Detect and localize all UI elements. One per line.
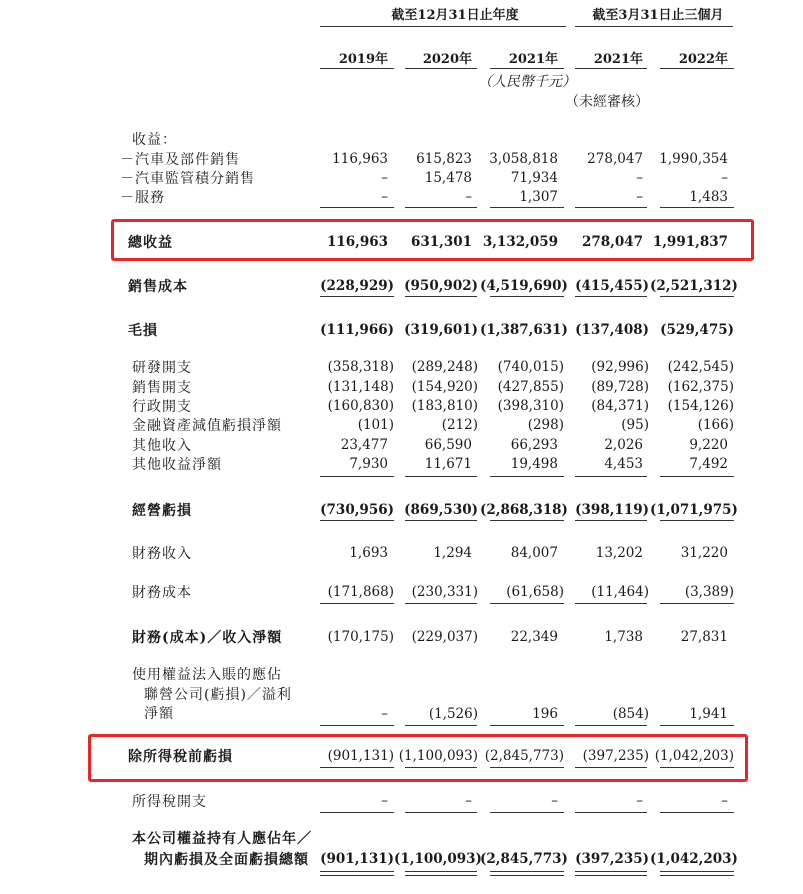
total-double-rule: [405, 875, 477, 876]
cell: 1,941: [689, 706, 728, 722]
subtotal-rule: [405, 296, 477, 297]
cell: (1,042,203): [650, 851, 738, 867]
subtotal-rule: [575, 725, 647, 726]
cell: (1,387,631): [480, 322, 568, 338]
subtotal-rule: [490, 476, 564, 477]
row-label-selling: 銷售開支: [132, 380, 192, 396]
cell: –: [636, 170, 643, 186]
cell: (869,530): [404, 502, 478, 518]
cell: (170,175): [327, 629, 394, 645]
cell: (2,845,773): [480, 851, 568, 867]
cell: (11,464): [591, 584, 649, 600]
row-label-vehicle-sales: －汽車及部件銷售: [120, 152, 240, 168]
cell: (319,601): [404, 322, 478, 338]
subtotal-rule: [405, 725, 477, 726]
row-label-rnd: 研發開支: [132, 360, 192, 376]
cell: (415,455): [575, 278, 649, 294]
cell: (61,658): [506, 584, 564, 600]
cell: 13,202: [595, 545, 643, 561]
cell: –: [721, 170, 728, 186]
cell: –: [636, 793, 643, 809]
row-label-total-loss-1: 本公司權益持有人應佔年／: [132, 831, 312, 847]
total-double-rule: [320, 875, 394, 876]
cell: (358,318): [327, 359, 394, 375]
row-label-finance-net: 財務(成本)／收入淨額: [132, 630, 283, 646]
cell: 66,293: [510, 437, 558, 453]
total-double-rule: [660, 875, 734, 876]
cell: (397,235): [575, 851, 649, 867]
audit-note: （未經審核）: [565, 94, 649, 110]
cell: 1,307: [519, 189, 558, 205]
cell: (1,526): [428, 706, 478, 722]
subtotal-rule: [660, 725, 734, 726]
total-double-rule: [490, 875, 564, 876]
currency-note: （人民幣千元）: [478, 74, 576, 90]
row-label-associate-3: 淨額: [144, 706, 174, 722]
cell: (171,868): [327, 584, 394, 600]
header-group-quarterly: 截至3月31日止三個月: [592, 8, 724, 23]
header-rule-annual: [320, 26, 566, 27]
cell: (230,331): [411, 584, 478, 600]
row-label-loss-before-tax: 除所得稅前虧損: [128, 749, 233, 765]
cell: 11,671: [424, 456, 472, 472]
cell: (101): [357, 417, 394, 433]
cell: 7,492: [689, 456, 728, 472]
cell: 1,991,837: [652, 234, 728, 250]
cell: (2,845,773): [484, 748, 564, 764]
cell: –: [381, 793, 388, 809]
header-rule-quarterly: [575, 26, 733, 27]
subtotal-rule: [320, 476, 394, 477]
total-double-rule: [405, 871, 477, 872]
row-label-total-revenue: 總收益: [128, 235, 173, 251]
cell: (111,966): [320, 322, 394, 338]
cell: (154,126): [667, 398, 734, 414]
year-2021-q1: 2021年: [593, 52, 643, 67]
cell: –: [381, 706, 388, 722]
cell: –: [381, 170, 388, 186]
cell: (529,475): [660, 322, 734, 338]
cell: (4,519,690): [480, 278, 568, 294]
row-label-cost-of-sales: 銷售成本: [128, 279, 188, 295]
cell: (398,310): [497, 398, 564, 414]
cell: 1,294: [433, 545, 472, 561]
cell: (901,131): [327, 748, 394, 764]
subtotal-rule: [660, 296, 734, 297]
cell: (740,015): [497, 359, 564, 375]
cell: (1,100,093): [394, 851, 482, 867]
cell: 3,058,818: [489, 151, 558, 167]
row-label-finance-cost: 財務成本: [132, 585, 192, 601]
cell: (427,855): [497, 379, 564, 395]
cell: (854): [612, 706, 649, 722]
subtotal-rule: [490, 767, 564, 768]
year-rule: [320, 68, 394, 69]
revenue-heading: 收益：: [132, 132, 177, 148]
subtotal-rule: [575, 520, 647, 521]
cell: 116,963: [332, 151, 388, 167]
cell: –: [636, 189, 643, 205]
cell: (154,920): [411, 379, 478, 395]
subtotal-rule: [575, 603, 647, 604]
total-double-rule: [660, 871, 734, 872]
subtotal-rule: [405, 207, 477, 208]
subtotal-rule: [660, 207, 734, 208]
row-label-total-loss-2: 期內虧損及全面虧損總額: [144, 852, 309, 868]
cell: (289,248): [411, 359, 478, 375]
cell: –: [721, 793, 728, 809]
subtotal-rule: [320, 812, 394, 813]
subtotal-rule: [405, 812, 477, 813]
cell: 15,478: [424, 170, 472, 186]
row-label-associate-1: 使用權益法入賬的應佔: [132, 667, 282, 683]
row-label-credit-sales: －汽車監管積分銷售: [120, 171, 255, 187]
cell: 22,349: [510, 629, 558, 645]
subtotal-rule: [320, 520, 394, 521]
subtotal-rule: [405, 520, 477, 521]
cell: (162,375): [667, 379, 734, 395]
cell: (160,830): [327, 398, 394, 414]
row-label-associate-2: 聯營公司(虧損)／溢利: [144, 687, 292, 703]
cell: (92,996): [591, 359, 649, 375]
subtotal-rule: [575, 767, 647, 768]
subtotal-rule: [490, 603, 564, 604]
cell: (901,131): [320, 851, 394, 867]
cell: (229,037): [411, 629, 478, 645]
cell: (2,868,318): [480, 502, 568, 518]
cell: 71,934: [510, 170, 558, 186]
cell: (398,119): [575, 502, 649, 518]
row-label-income-tax: 所得稅開支: [132, 794, 207, 810]
subtotal-rule: [320, 296, 394, 297]
cell: 31,220: [680, 545, 728, 561]
cell: (212): [441, 417, 478, 433]
cell: –: [551, 793, 558, 809]
subtotal-rule: [405, 767, 477, 768]
cell: 2,026: [604, 437, 643, 453]
subtotal-rule: [575, 476, 647, 477]
cell: 278,047: [587, 151, 643, 167]
total-double-rule: [490, 871, 564, 872]
row-label-other-gains: 其他收益淨額: [132, 457, 222, 473]
row-label-impairment: 金融資產減值虧損淨額: [132, 418, 282, 434]
year-2019: 2019年: [338, 52, 388, 67]
subtotal-rule: [660, 603, 734, 604]
cell: (1,042,203): [654, 748, 734, 764]
row-label-operating-loss: 經營虧損: [132, 503, 192, 519]
year-rule: [490, 68, 564, 69]
cell: (2,521,312): [650, 278, 738, 294]
cell: (298): [527, 417, 564, 433]
cell: 1,738: [604, 629, 643, 645]
row-label-gross-loss: 毛損: [128, 323, 158, 339]
subtotal-rule: [490, 207, 564, 208]
year-2022-q1: 2022年: [678, 52, 728, 67]
year-rule: [405, 68, 477, 69]
subtotal-rule: [490, 812, 564, 813]
cell: 1,693: [349, 545, 388, 561]
cell: –: [465, 189, 472, 205]
subtotal-rule: [320, 725, 394, 726]
cell: (3,389): [684, 584, 734, 600]
row-label-finance-income: 財務收入: [132, 546, 192, 562]
cell: 3,132,059: [482, 234, 558, 250]
cell: (397,235): [582, 748, 649, 764]
cell: 4,453: [604, 456, 643, 472]
cell: 615,823: [416, 151, 472, 167]
subtotal-rule: [490, 296, 564, 297]
cell: (89,728): [591, 379, 649, 395]
cell: 278,047: [581, 234, 643, 250]
cell: 1,990,354: [659, 151, 728, 167]
year-2020: 2020年: [422, 52, 472, 67]
cell: 66,590: [424, 437, 472, 453]
cell: 116,963: [326, 234, 388, 250]
cell: –: [465, 793, 472, 809]
subtotal-rule: [660, 767, 734, 768]
cell: 84,007: [510, 545, 558, 561]
subtotal-rule: [660, 812, 734, 813]
subtotal-rule: [660, 476, 734, 477]
row-label-other-income: 其他收入: [132, 438, 192, 454]
subtotal-rule: [320, 767, 394, 768]
cell: (166): [697, 417, 734, 433]
cell: (1,071,975): [650, 502, 738, 518]
cell: (183,810): [411, 398, 478, 414]
cell: (730,956): [320, 502, 394, 518]
total-double-rule: [575, 871, 647, 872]
row-label-services: －服務: [120, 190, 165, 206]
year-rule: [660, 68, 734, 69]
cell: 23,477: [340, 437, 388, 453]
cell: (950,902): [404, 278, 478, 294]
cell: (95): [621, 417, 649, 433]
subtotal-rule: [320, 207, 394, 208]
subtotal-rule: [405, 603, 477, 604]
cell: 19,498: [510, 456, 558, 472]
cell: 1,483: [689, 189, 728, 205]
cell: 27,831: [680, 629, 728, 645]
subtotal-rule: [490, 520, 564, 521]
cell: 7,930: [349, 456, 388, 472]
header-group-annual: 截至12月31日止年度: [391, 8, 519, 23]
cell: (242,545): [667, 359, 734, 375]
year-rule: [575, 68, 647, 69]
row-label-admin: 行政開支: [132, 399, 192, 415]
subtotal-rule: [575, 207, 647, 208]
subtotal-rule: [320, 603, 394, 604]
cell: (137,408): [575, 322, 649, 338]
cell: 9,220: [689, 437, 728, 453]
cell: 196: [532, 706, 558, 722]
subtotal-rule: [575, 812, 647, 813]
cell: –: [381, 189, 388, 205]
year-2021: 2021年: [508, 52, 558, 67]
subtotal-rule: [405, 476, 477, 477]
cell: (84,371): [591, 398, 649, 414]
cell: (131,148): [327, 379, 394, 395]
cell: (1,100,093): [398, 748, 478, 764]
subtotal-rule: [490, 725, 564, 726]
cell: (228,929): [320, 278, 394, 294]
total-double-rule: [320, 871, 394, 872]
total-double-rule: [575, 875, 647, 876]
subtotal-rule: [660, 520, 734, 521]
subtotal-rule: [575, 296, 647, 297]
cell: 631,301: [410, 234, 472, 250]
